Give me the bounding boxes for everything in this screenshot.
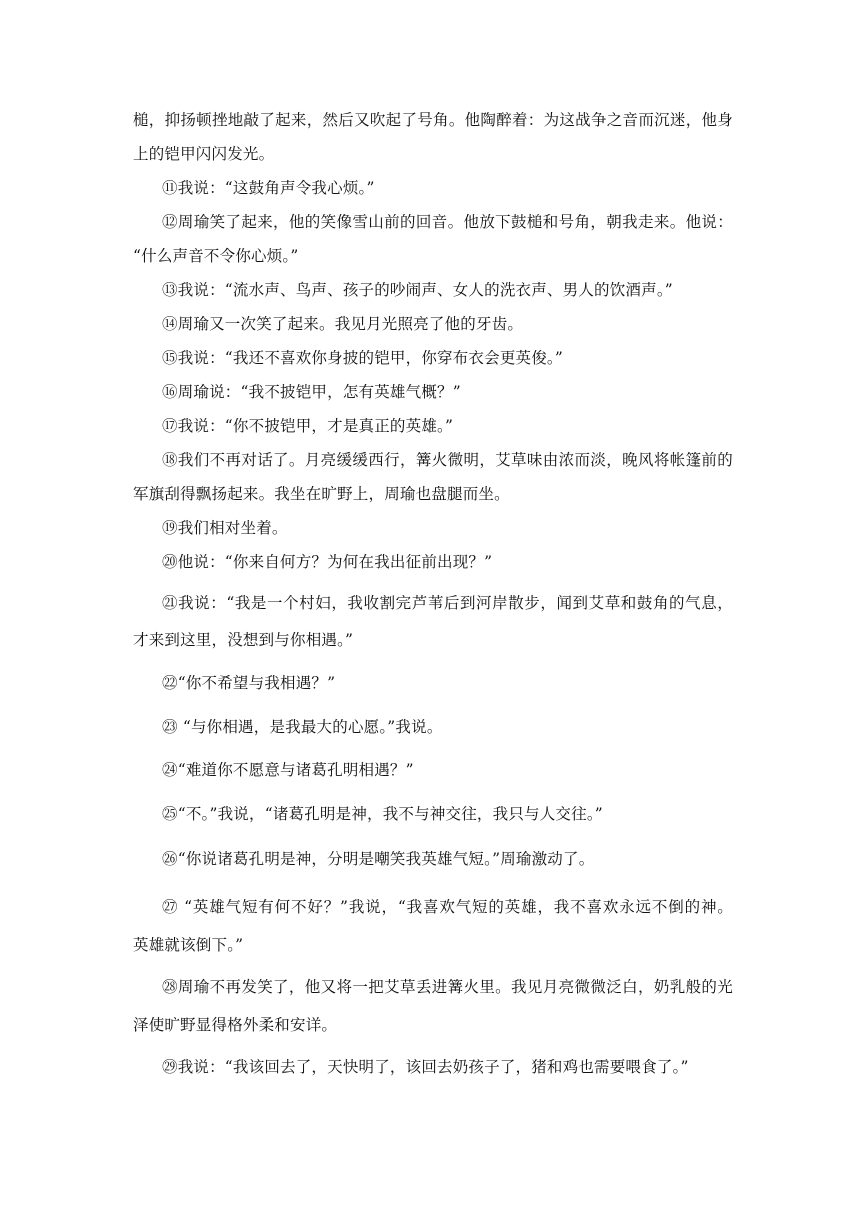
paragraph-17: ⑰我说：“你不披铠甲，才是真正的英雄。” <box>162 417 454 435</box>
paragraph-12: ⑫周瑜笑了起来，他的笑像雪山前的回音。他放下鼓槌和号角，朝我走来。他说： <box>162 213 733 231</box>
paragraph-24: ㉔“难道你不愿意与诸葛孔明相遇？” <box>162 761 414 779</box>
paragraph-19: ⑲我们相对坐着。 <box>162 519 288 537</box>
paragraph-28: ㉘周瑜不再发笑了，他又将一把艾草丢进篝火里。我见月亮微微泛白，奶乳般的光 <box>162 978 733 996</box>
paragraph-29: ㉙我说：“我该回去了，天快明了，该回去奶孩子了，猪和鸡也需要喂食了。” <box>162 1058 689 1076</box>
text-line: 英雄就该倒下。” <box>133 936 244 954</box>
text-line: “什么声音不令你心烦。” <box>133 247 299 265</box>
text-line: 上的铠甲闪闪发光。 <box>133 145 275 163</box>
paragraph-27: ㉗ “英雄气短有何不好？”我说，“我喜欢气短的英雄，我不喜欢永远不倒的神。 <box>162 898 733 916</box>
paragraph-26: ㉖“你说诸葛孔明是神，分明是嘲笑我英雄气短。”周瑜激动了。 <box>162 850 595 868</box>
paragraph-11: ⑪我说：“这鼓角声令我心烦。” <box>162 179 375 197</box>
paragraph-25: ㉕“不。”我说，“诸葛孔明是神，我不与神交往，我只与人交往。” <box>162 805 603 823</box>
text-line: 军旗刮得飘扬起来。我坐在旷野上，周瑜也盘腿而坐。 <box>133 485 510 503</box>
paragraph-14: ⑭周瑜又一次笑了起来。我见月光照亮了他的牙齿。 <box>162 315 524 333</box>
text-line: 槌，抑扬顿挫地敲了起来，然后又吹起了号角。他陶醉着：为这战争之音而沉迷，他身 <box>133 111 733 129</box>
paragraph-20: ⑳他说：“你来自何方？为何在我出征前出现？” <box>162 553 493 571</box>
text-line: 才来到这里，没想到与你相遇。” <box>133 631 354 649</box>
paragraph-18: ⑱我们不再对话了。月亮缓缓西行，篝火微明，艾草味由浓而淡，晚风将帐篷前的 <box>162 451 733 469</box>
paragraph-22: ㉒“你不希望与我相遇？” <box>162 674 336 692</box>
paragraph-16: ⑯周瑜说：“我不披铠甲，怎有英雄气概？” <box>162 383 461 401</box>
paragraph-13: ⑬我说：“流水声、鸟声、孩子的吵闹声、女人的洗衣声、男人的饮酒声。” <box>162 281 673 299</box>
text-line: 泽使旷野显得格外柔和安详。 <box>133 1016 338 1034</box>
paragraph-21: ㉑我说：“我是一个村妇，我收割完芦苇后到河岸散步，闻到艾草和鼓角的气息， <box>162 594 733 612</box>
paragraph-15: ⑮我说：“我还不喜欢你身披的铠甲，你穿布衣会更英俊。” <box>162 349 563 367</box>
paragraph-23: ㉓ “与你相遇，是我最大的心愿。”我说。 <box>162 718 443 736</box>
